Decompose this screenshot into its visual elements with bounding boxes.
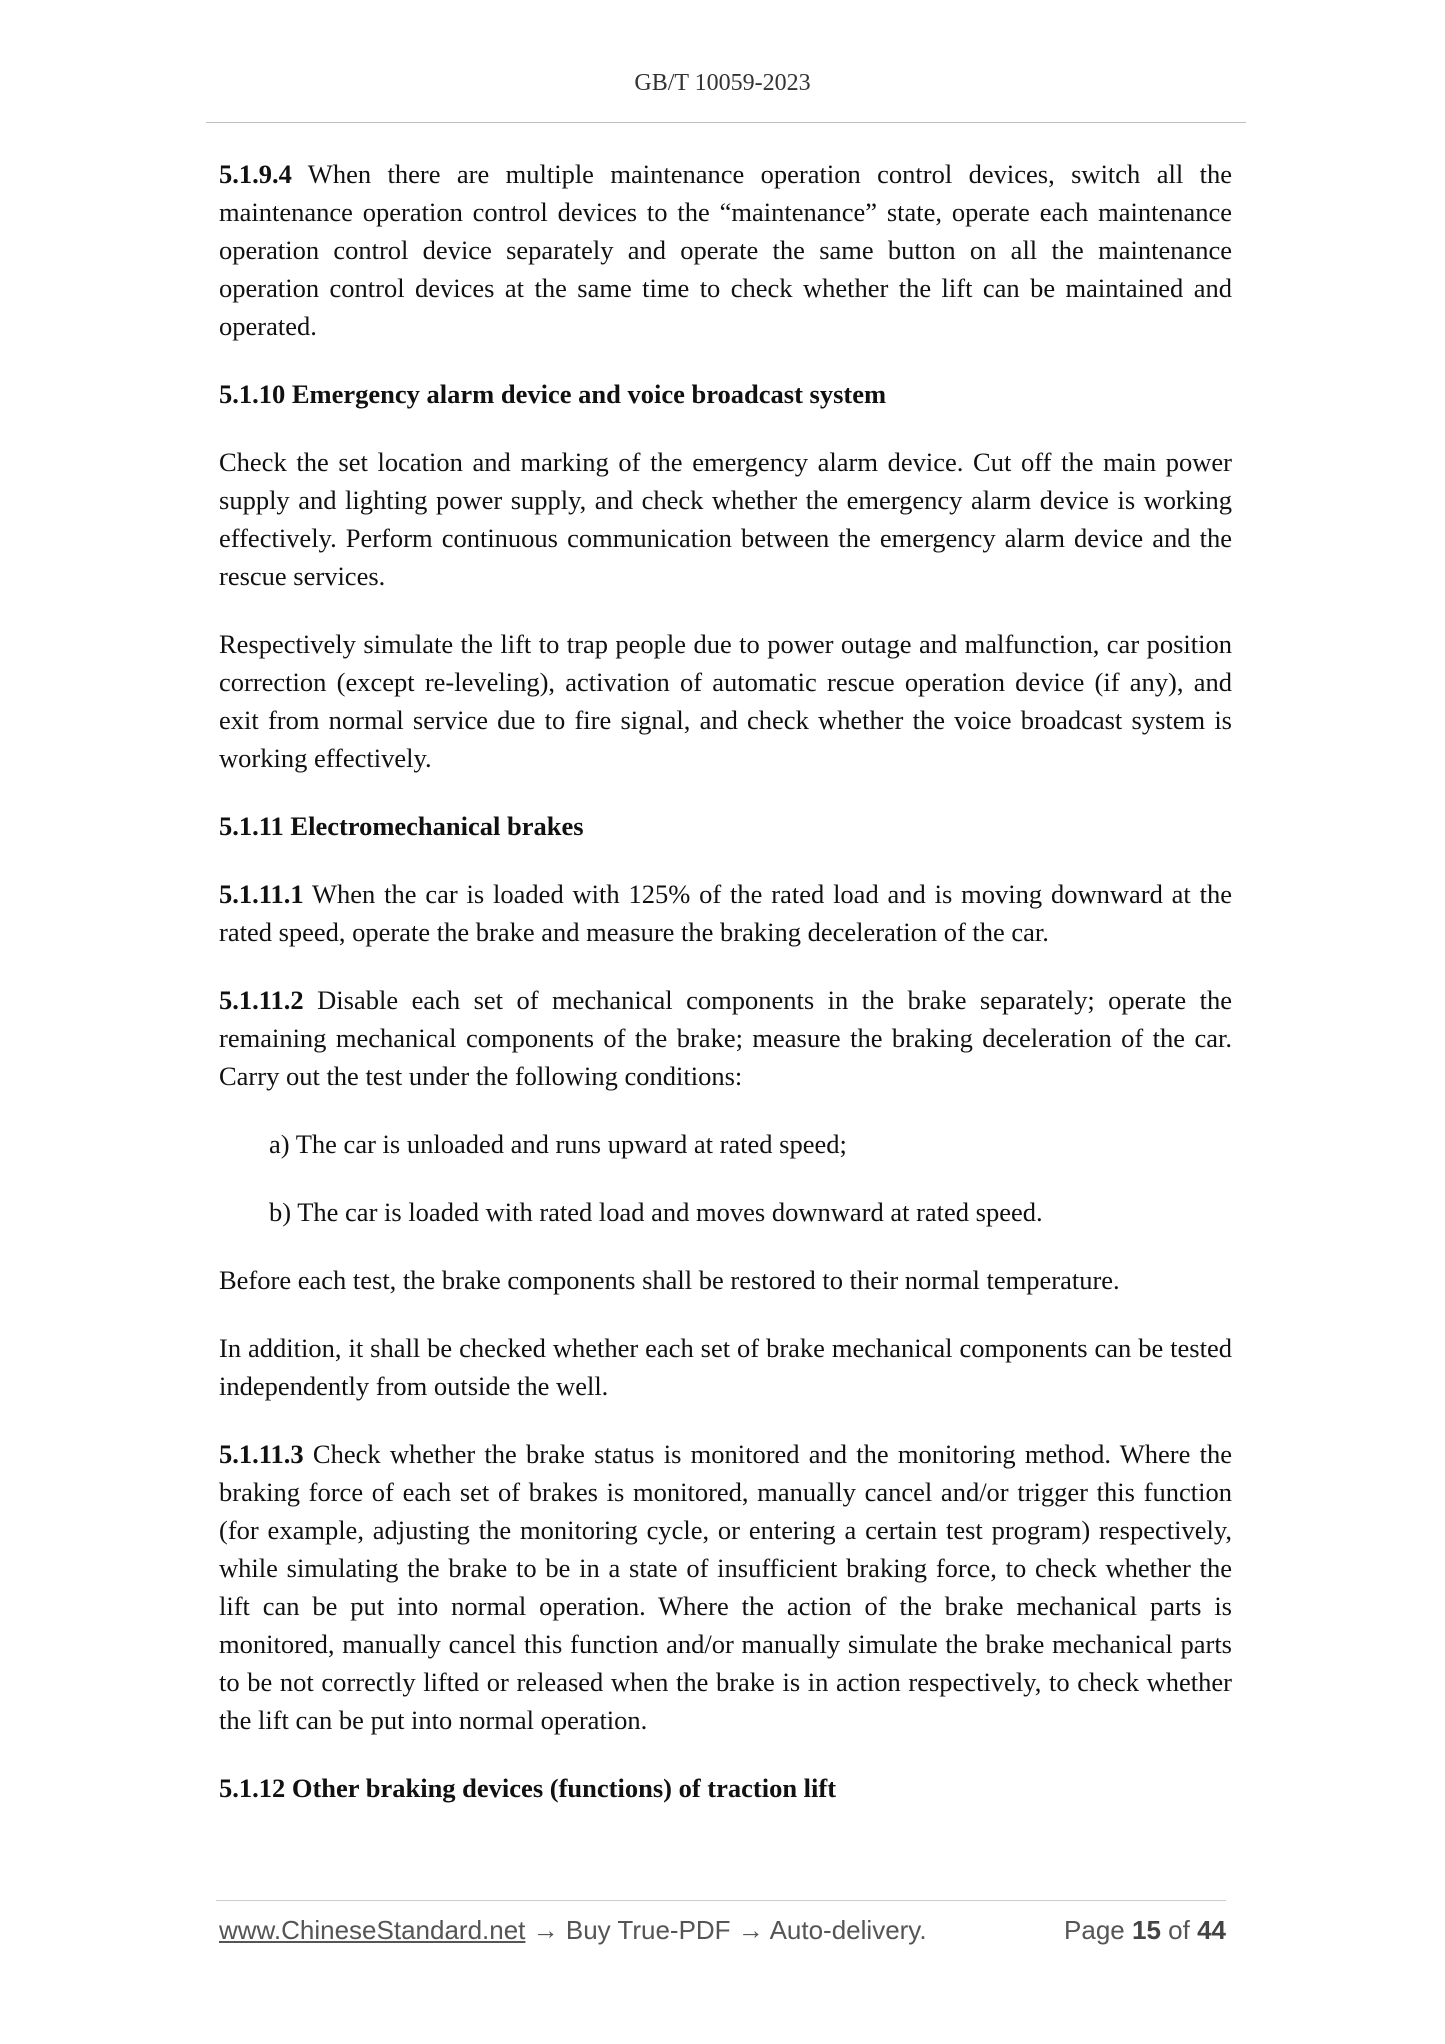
current-page: 15 bbox=[1132, 1915, 1161, 1945]
clause-number: 5.1.11.1 bbox=[219, 879, 304, 909]
promo-text: → Buy True-PDF → Auto-delivery. bbox=[525, 1915, 927, 1945]
clause-text: Check whether the brake status is monitored and the monitoring method. Where the braking force of each set of brakes is monitored, manually cancel and/or trigger this function (for example, adjusting the monitoring cycle, or entering a certain test program) respectively, while simulating the brake to be in a state of insufficient braking force, to check whether the lift can be put into normal operation. Where the action of the brake mechanical parts is monitored, manually cancel this function and/or manually simulate the brake mechanical parts to be not correctly lifted or released when the brake is in action respectively, to check whether the lift can be put into normal operation. bbox=[219, 1439, 1232, 1735]
clause-5-1-11-1 bbox=[219, 875, 1232, 951]
page-footer bbox=[219, 1915, 1226, 1946]
page-number bbox=[1064, 1915, 1226, 1946]
clause-text: When there are multiple maintenance operation control devices, switch all the maintenance operation control devices to the “maintenance” state, operate each maintenance operation control device separately and operate the same button on all the maintenance operation control devices at the same time to check whether the lift can be maintained and operated. bbox=[219, 159, 1232, 341]
page-label: Page bbox=[1064, 1915, 1125, 1945]
list-item-b: b) The car is loaded with rated load and moves downward at rated speed. bbox=[269, 1197, 1043, 1227]
document-header-title: GB/T 10059-2023 bbox=[634, 70, 811, 96]
site-link[interactable]: www.ChineseStandard.net bbox=[219, 1915, 526, 1945]
of-label: of bbox=[1168, 1915, 1190, 1945]
heading-5-1-11: 5.1.11 Electromechanical brakes bbox=[219, 811, 584, 841]
footer-promo bbox=[219, 1915, 927, 1946]
document-body bbox=[219, 155, 1232, 1837]
clause-5-1-9-4 bbox=[219, 155, 1232, 345]
clause-5-1-11-2 bbox=[219, 981, 1232, 1095]
clause-text: Disable each set of mechanical components in the brake separately; operate the remaining mechanical components of the brake; measure the braking deceleration of the car. Carry out the test under the following conditions: bbox=[219, 985, 1232, 1091]
paragraph-voice-broadcast: Respectively simulate the lift to trap people due to power outage and malfunction, car position correction (except re-leveling), activation of automatic rescue operation device (if any), and exit from normal service due to fire signal, and check whether the voice broadcast system is working effectively. bbox=[219, 629, 1232, 773]
footer-divider bbox=[216, 1900, 1226, 1901]
clause-number: 5.1.9.4 bbox=[219, 159, 292, 189]
clause-5-1-11-3 bbox=[219, 1435, 1232, 1739]
paragraph-in-addition: In addition, it shall be checked whether each set of brake mechanical components can be tested independently from outside the well. bbox=[219, 1333, 1232, 1401]
clause-text: When the car is loaded with 125% of the rated load and is moving downward at the rated speed, operate the brake and measure the braking deceleration of the car. bbox=[219, 879, 1232, 947]
header-divider bbox=[206, 122, 1246, 123]
heading-5-1-10: 5.1.10 Emergency alarm device and voice broadcast system bbox=[219, 379, 887, 409]
clause-number: 5.1.11.3 bbox=[219, 1439, 304, 1469]
clause-number: 5.1.11.2 bbox=[219, 985, 304, 1015]
paragraph-before-test: Before each test, the brake components shall be restored to their normal temperature. bbox=[219, 1265, 1120, 1295]
heading-5-1-12: 5.1.12 Other braking devices (functions) of traction lift bbox=[219, 1773, 837, 1803]
list-item-a: a) The car is unloaded and runs upward at rated speed; bbox=[269, 1129, 847, 1159]
total-pages: 44 bbox=[1197, 1915, 1226, 1945]
paragraph-alarm-check: Check the set location and marking of the emergency alarm device. Cut off the main power supply and lighting power supply, and check whether the emergency alarm device is working effectively. Perform continuous communication between the emergency alarm device and the rescue services. bbox=[219, 447, 1232, 591]
